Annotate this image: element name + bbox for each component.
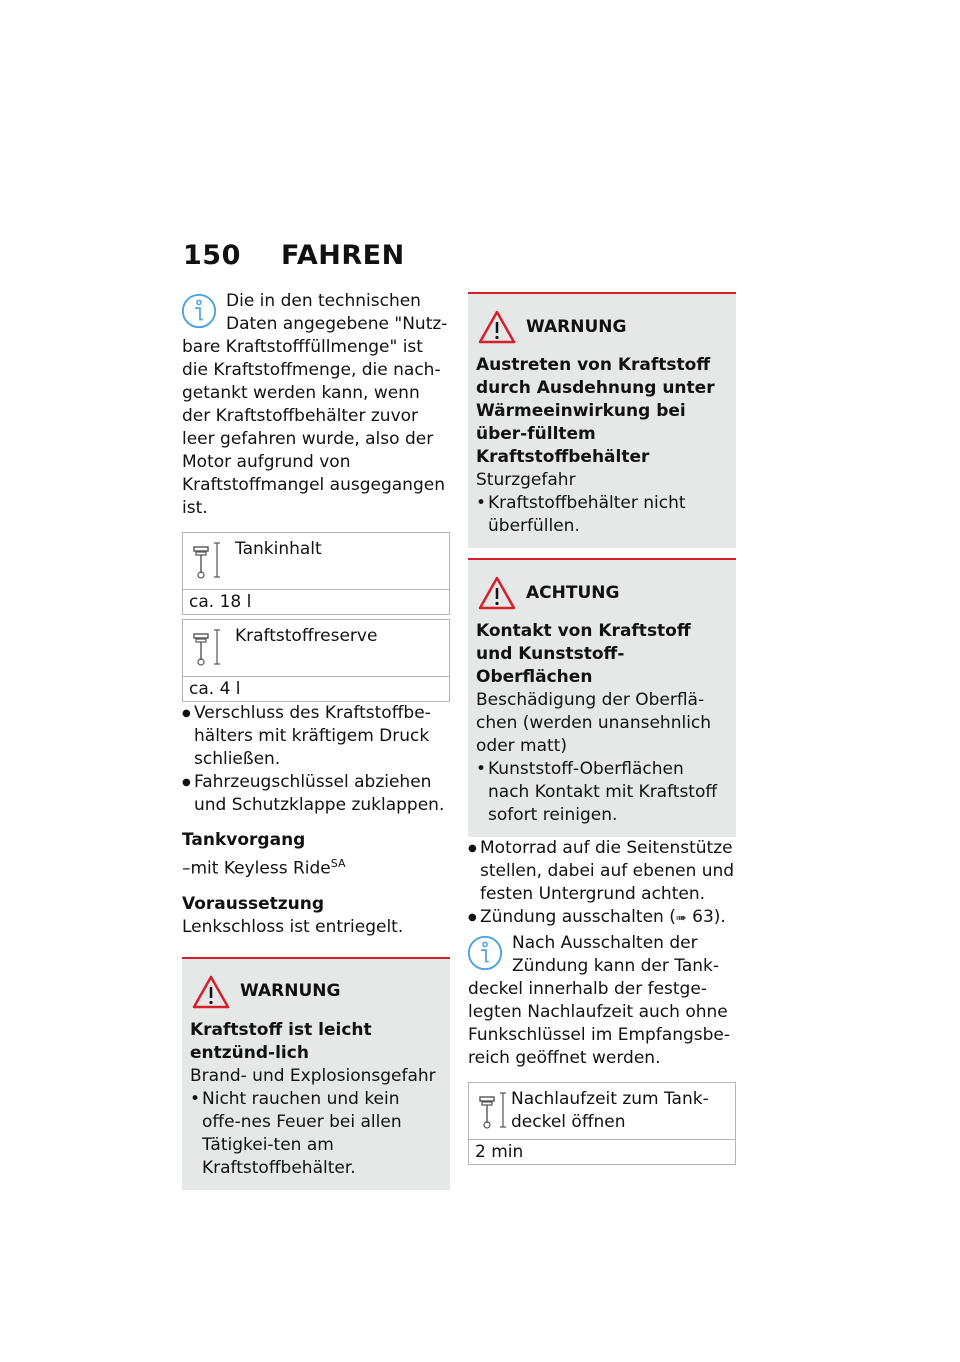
list-item: ● Motorrad auf die Seitenstütze stellen, dabei auf ebenen und festen Untergrund achten. [468, 837, 736, 906]
warning-heading: Austreten von Kraftstoff durch Ausdehnung unter Wärmeeinwirkung bei über-fülltem Kraftstoffbehälter [476, 355, 715, 467]
spec-label: Kraftstoffreserve [235, 626, 378, 646]
list-item: • Kraftstoffbehälter nicht überfüllen. [476, 492, 728, 538]
spec-label: Tankinhalt [235, 539, 322, 559]
caution-title: ACHTUNG [526, 582, 620, 603]
page-reference[interactable]: 63). [692, 907, 726, 927]
list-item: • Nicht rauchen und kein offe-nes Feuer bei allen Tätigkei-ten am Kraftstoffbehälter. [190, 1088, 442, 1180]
caution-heading: Kontakt von Kraftstoff und Kunststoff-Oberflächen [476, 621, 691, 687]
measurement-icon [183, 620, 235, 676]
prerequisite-heading: Voraussetzung [182, 893, 325, 914]
warning-heading: Kraftstoff ist leicht entzünd-lich [190, 1019, 372, 1063]
warning-triangle-icon [478, 310, 516, 344]
warning-list [190, 1088, 442, 1180]
spec-tank-capacity [182, 532, 450, 615]
warning-triangle-icon [192, 975, 230, 1009]
warning-box [468, 292, 736, 548]
option-superscript: SA [330, 857, 346, 870]
right-column [468, 292, 736, 1165]
info-icon [466, 934, 506, 976]
spec-label: Nachlaufzeit zum Tank-deckel öffnen [511, 1089, 709, 1132]
warning-text: Brand- und Explosionsgefahr [190, 1065, 436, 1086]
prerequisite-text: Lenkschloss ist entriegelt. [182, 916, 404, 937]
chapter-title: FAHREN [281, 240, 405, 271]
page-number: 150 [183, 240, 241, 271]
spec-fuel-reserve [182, 619, 450, 702]
list-item: ● Verschluss des Kraftstoffbe-hälters mit kräftigem Druck schließen. [182, 702, 450, 771]
caution-box [468, 558, 736, 837]
caution-triangle-icon [478, 576, 516, 610]
caution-text: Beschädigung der Oberflä-chen (werden unansehnlich oder matt) [476, 690, 712, 756]
section-heading: Tankvorgang [182, 830, 306, 850]
page-header [183, 240, 405, 271]
info-text: Die in den technischen Daten angegebene "Nutz-bare Kraftstofffüllmenge" ist die Kraftstoffmenge, die nach-getankt werden kann, wenn der Kraftstoffbehälter zuvor leer gefahren wurde, also der Motor aufgrund von Kraftstoffmangel ausgegangen ist. [182, 291, 448, 518]
spec-value: 2 min [475, 1142, 524, 1162]
measurement-icon [183, 533, 235, 589]
spec-value: ca. 18 l [189, 592, 252, 612]
list-item: • Kunststoff-Oberflächen nach Kontakt mit Kraftstoff sofort reinigen. [476, 758, 728, 827]
spec-unlock-time [468, 1082, 736, 1165]
info-note [468, 932, 736, 1070]
warning-text: Sturzgefahr [476, 470, 576, 490]
left-column [182, 290, 450, 1190]
info-text: Nach Ausschalten der Zündung kann der Tank-deckel innerhalb der festge-legten Nachlaufzeit auch ohne Funkschlüssel im Empfangsbe-reich geöffnet werden. [468, 933, 731, 1068]
warning-title: WARNUNG [240, 981, 341, 1002]
section-subtitle: –mit Keyless Ride$^{SA}$ [182, 857, 346, 879]
warning-title: WARNUNG [526, 316, 627, 337]
page-ref-arrow-icon: ➠ [675, 911, 687, 926]
list-item: ● Fahrzeugschlüssel abziehen und Schutzklappe zuklappen. [182, 771, 450, 817]
list-item: ● Zündung ausschalten (➠ 63). [468, 906, 736, 930]
info-icon [180, 292, 220, 334]
info-note [182, 290, 450, 520]
caution-list [476, 758, 728, 827]
bullet-list [182, 702, 450, 817]
warning-box [182, 957, 450, 1190]
measurement-icon [469, 1083, 511, 1139]
bullet-list [468, 837, 736, 930]
spec-value: ca. 4 l [189, 679, 241, 699]
warning-list [476, 492, 728, 538]
